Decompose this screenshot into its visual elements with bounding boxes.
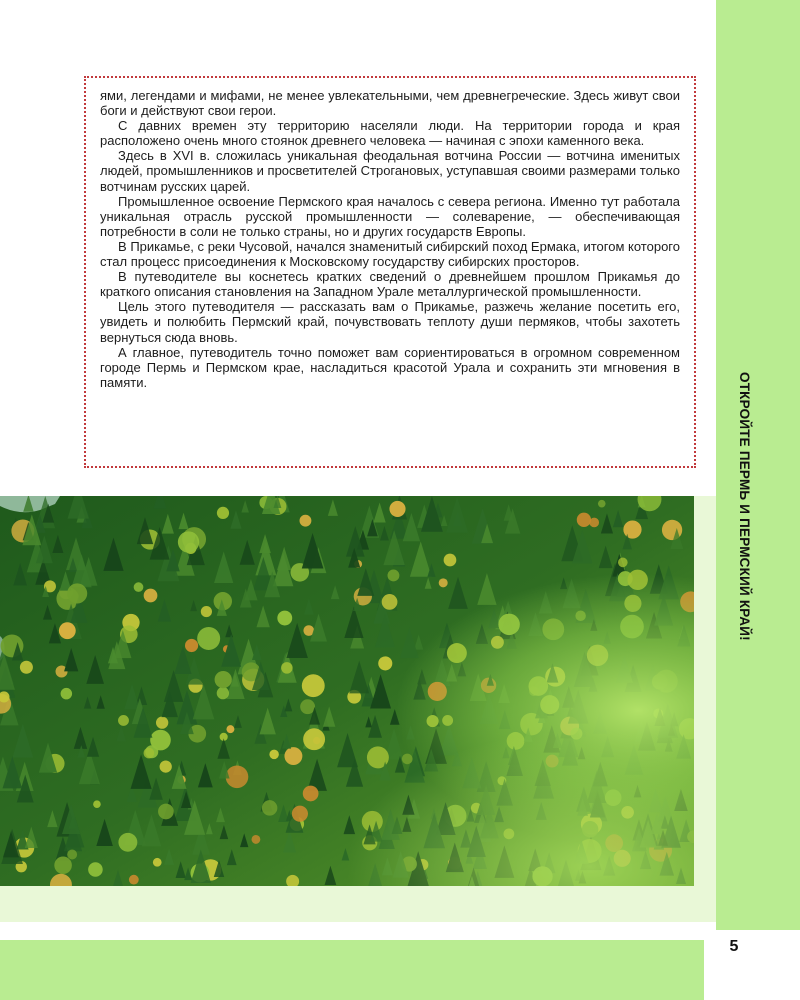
forest-illustration	[0, 496, 694, 886]
sidebar-title: ОТКРОЙТЕ ПЕРМЬ И ПЕРМСКИЙ КРАЙ!	[737, 372, 752, 641]
photo-panel	[0, 496, 716, 922]
paragraph: С давних времен эту территорию населяли люди. На территории города и края расположено очень много стоянок древнего человека — начиная с эпохи каменного века.	[100, 118, 680, 149]
paragraph: Цель этого путеводителя — рассказать вам о Прикамье, разжечь желание посетить его, увидеть и полюбить Пермский край, почувствовать теплоту души пермяков, чтобы захотеть вернуться сюда вновь.	[100, 299, 680, 345]
paragraph: А главное, путеводитель точно поможет вам сориентироваться в огромном современном городе Пермь и Пермском крае, насладиться красотой Урала и сохранить эти мгновения в памяти.	[100, 344, 680, 390]
footer-band	[0, 940, 800, 1000]
paragraph: Здесь в XVI в. сложилась уникальная феодальная вотчина России — вотчина именитых людей, промышленников и просветителей Строгановых, уступавшая своими размерами только вотчинам русских царей.	[100, 148, 680, 194]
article-text	[100, 88, 680, 390]
sidebar-strip	[716, 0, 800, 930]
paragraph: В путеводителе вы коснетесь кратких сведений о древнейшем прошлом Прикамья до краткого описания становления на Западном Урале металлургической промышленности.	[100, 269, 680, 300]
page-number: 5	[729, 938, 739, 955]
paragraph: ями, легендами и мифами, не менее увлекательными, чем древнегреческие. Здесь живут свои боги и действуют свои герои.	[100, 88, 680, 119]
forest-photo	[0, 496, 694, 886]
paragraph: В Прикамье, с реки Чусовой, начался знаменитый сибирский поход Ермака, итогом которого стал процесс присоединения к Московскому государству сибирских просторов.	[100, 238, 680, 270]
paragraph: Промышленное освоение Пермского края началось с севера региона. Именно тут работала уникальная отрасль русской промышленности — солеварение, — обеспечивающая потребности в соли не только страны, но и других государств Европы.	[100, 193, 680, 239]
